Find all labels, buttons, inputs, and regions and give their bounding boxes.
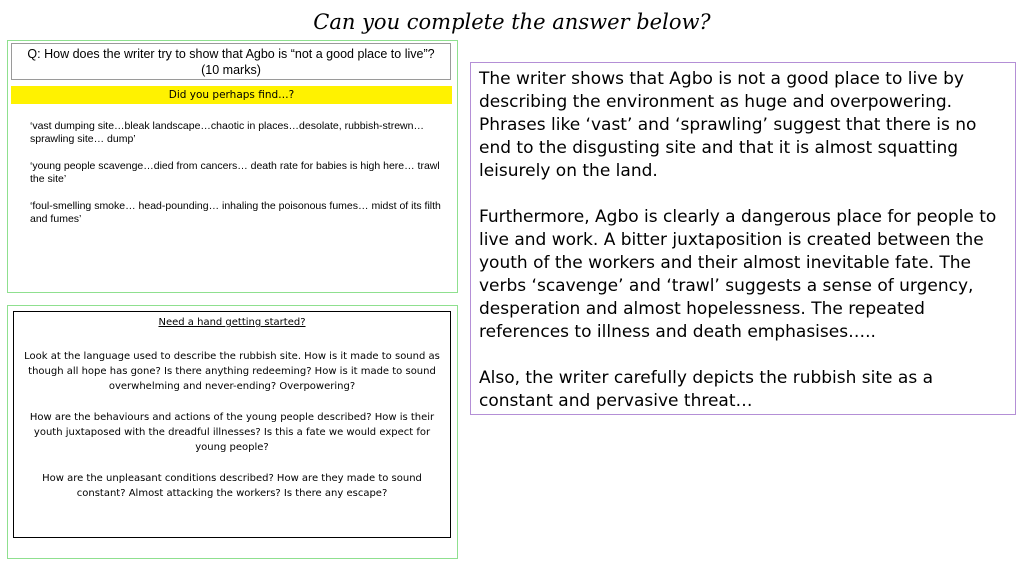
quote-item: ‘foul-smelling smoke… head-pounding… inhaling the poisonous fumes… midst of its filth and fumes’ (30, 200, 441, 225)
answer-paragraph: The writer shows that Agbo is not a good place to live by describing the environment as huge and overpowering. Phrases like ‘vast’ and ‘sprawling’ suggest that there is no end to the disgusting site and that it is almost squatting leisurely on the land. (479, 69, 977, 181)
question-box (11, 43, 451, 80)
help-prompt: How are the unpleasant conditions described? How are they made to sound constant? Almost attacking the workers? Is there any escape? (42, 473, 422, 499)
help-prompt: Look at the language used to describe the rubbish site. How is it made to sound as though all hope has gone? Is there anything redeeming? How is it made to sound overwhelming and never-ending? Overpowering? (24, 351, 440, 392)
quote-list (30, 120, 448, 240)
answer-box (470, 62, 1016, 415)
help-prompt: How are the behaviours and actions of the young people described? How is their youth juxtaposed with the dreadful illnesses? Is this a fate we would expect for young people? (29, 412, 435, 453)
answer-paragraph: Furthermore, Agbo is clearly a dangerous place for people to live and work. A bitter juxtaposition is created between the youth of the workers and their almost inevitable fate. The verbs ‘scavenge’ and ‘trawl’ suggests a sense of urgency, desperation and almost hopelessness. The repeated references to illness and death emphasises….. (479, 207, 997, 342)
help-box (13, 311, 451, 538)
question-marks: (10 marks) (201, 63, 261, 77)
answer-paragraph: Also, the writer carefully depicts the rubbish site as a constant and pervasive threat… (479, 368, 934, 411)
page-title: Can you complete the answer below? (313, 10, 711, 34)
find-banner: Did you perhaps find…? (11, 86, 452, 104)
quote-item: ‘young people scavenge…died from cancers… death rate for babies is high here… trawl the site’ (30, 160, 440, 185)
quote-item: ‘vast dumping site…bleak landscape…chaotic in places…desolate, rubbish-strewn… sprawling site… dump’ (30, 120, 424, 145)
help-heading: Need a hand getting started? (158, 317, 306, 328)
question-text: Q: How does the writer try to show that Agbo is “not a good place to live”? (27, 47, 435, 61)
